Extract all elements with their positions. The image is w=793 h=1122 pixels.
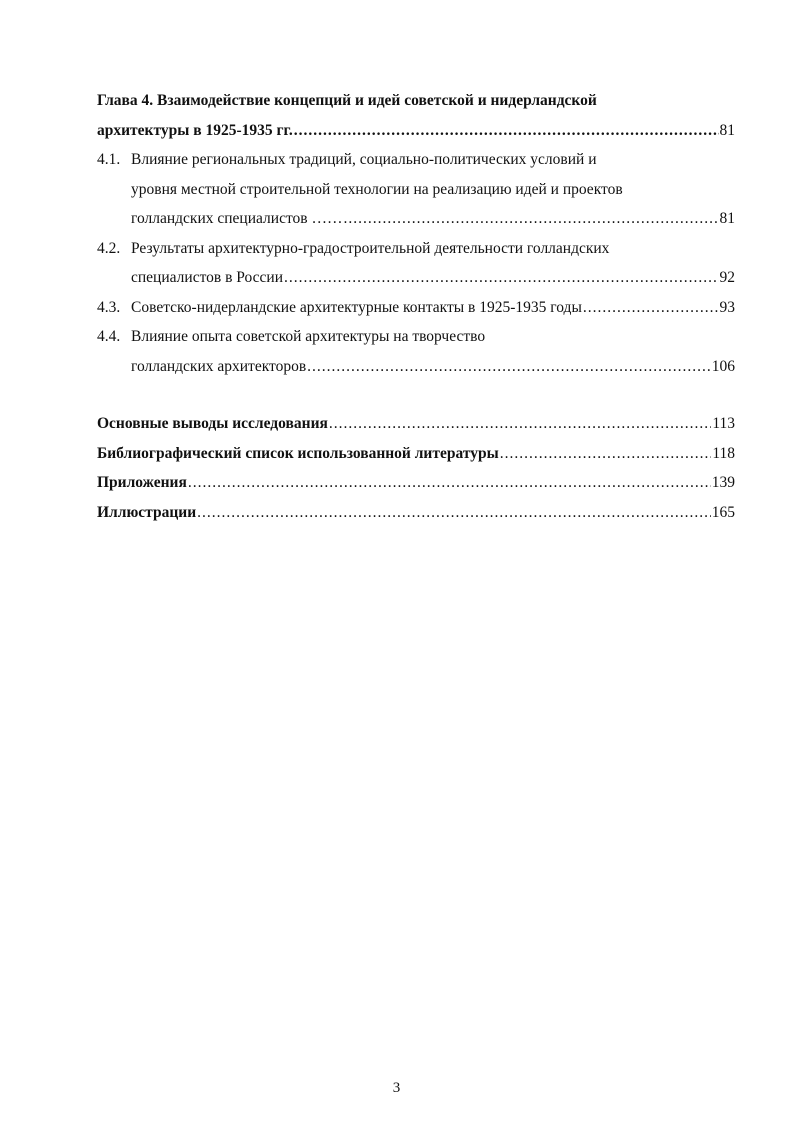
toc-section-4-1-page: 81 xyxy=(719,210,735,227)
toc-section-4-4-line2 xyxy=(97,358,735,388)
toc-section-4-3-line1 xyxy=(97,299,735,329)
toc-bibliography-page: 118 xyxy=(712,444,735,462)
toc-conclusions xyxy=(97,415,735,445)
spacer xyxy=(97,387,735,415)
toc-section-4-2-line2 xyxy=(97,269,735,299)
toc-section-4-4-text1: Влияние опыта советской архитектуры на творчество xyxy=(131,328,486,345)
toc-section-4-4-text2: голландских архитекторов xyxy=(131,357,307,375)
toc-section-4-2-number: 4.2. xyxy=(97,239,121,257)
toc-section-4-4-number: 4.4. xyxy=(97,328,121,345)
dot-leader xyxy=(500,445,712,463)
toc-section-4-1-text3: голландских специалистов …… xyxy=(131,210,343,227)
toc-illustrations xyxy=(97,504,735,534)
toc-chapter4-title-text2: архитектуры в 1925-1935 гг. xyxy=(97,121,293,139)
toc-conclusions-page: 113 xyxy=(712,415,735,432)
toc-section-4-3-number: 4.3. xyxy=(97,298,121,316)
dot-leader xyxy=(197,504,711,522)
toc-section-4-1-line2 xyxy=(97,181,735,211)
dot-leader xyxy=(188,474,711,492)
toc-illustrations-page: 165 xyxy=(711,503,735,521)
dot-leader xyxy=(343,210,718,228)
toc-chapter4-page: 81 xyxy=(719,121,735,139)
toc-section-4-1-number: 4.1. xyxy=(97,151,121,168)
toc-section-4-2-page: 92 xyxy=(719,269,735,286)
toc-section-4-1-text2: уровня местной строительной технологии на реализацию идей и проектов xyxy=(131,180,623,198)
dot-leader xyxy=(307,358,711,376)
toc-chapter4-title-line2 xyxy=(97,122,735,152)
toc-illustrations-title: Иллюстрации xyxy=(97,503,197,521)
toc-section-4-4-line1 xyxy=(97,328,735,358)
toc-section-4-1-text1: Влияние региональных традиций, социально-политических условий и xyxy=(131,151,597,168)
toc-section-4-1-line3 xyxy=(97,210,735,240)
toc-section-4-2-text2: специалистов в России xyxy=(131,269,283,286)
toc-section-4-1-line1 xyxy=(97,151,735,181)
dot-leader xyxy=(583,299,719,317)
page-number: 3 xyxy=(392,1080,401,1096)
toc-chapter4-title-line1 xyxy=(97,92,735,122)
toc-section-4-2-line1 xyxy=(97,240,735,270)
toc-chapter4-title-text1: Глава 4. Взаимодействие концепций и идей советской и нидерландской xyxy=(97,92,597,109)
toc-section-4-3-text1: Советско-нидерландские архитектурные контакты в 1925-1935 годы xyxy=(131,298,582,316)
table-of-contents xyxy=(97,92,735,533)
toc-appendices-page: 139 xyxy=(711,474,735,491)
toc-section-4-4-page: 106 xyxy=(711,357,735,375)
toc-section-4-3-page: 93 xyxy=(719,298,735,316)
toc-bibliography-title: Библиографический список использованной литературы xyxy=(97,444,499,462)
toc-appendices-title: Приложения xyxy=(97,474,187,491)
toc-conclusions-title: Основные выводы исследования xyxy=(97,415,328,432)
dot-leader xyxy=(294,122,719,140)
toc-section-4-2-text1: Результаты архитектурно-градостроительной деятельности голландских xyxy=(131,239,610,257)
dot-leader xyxy=(284,269,719,287)
toc-appendices xyxy=(97,474,735,504)
toc-bibliography xyxy=(97,445,735,475)
dot-leader xyxy=(329,415,711,433)
